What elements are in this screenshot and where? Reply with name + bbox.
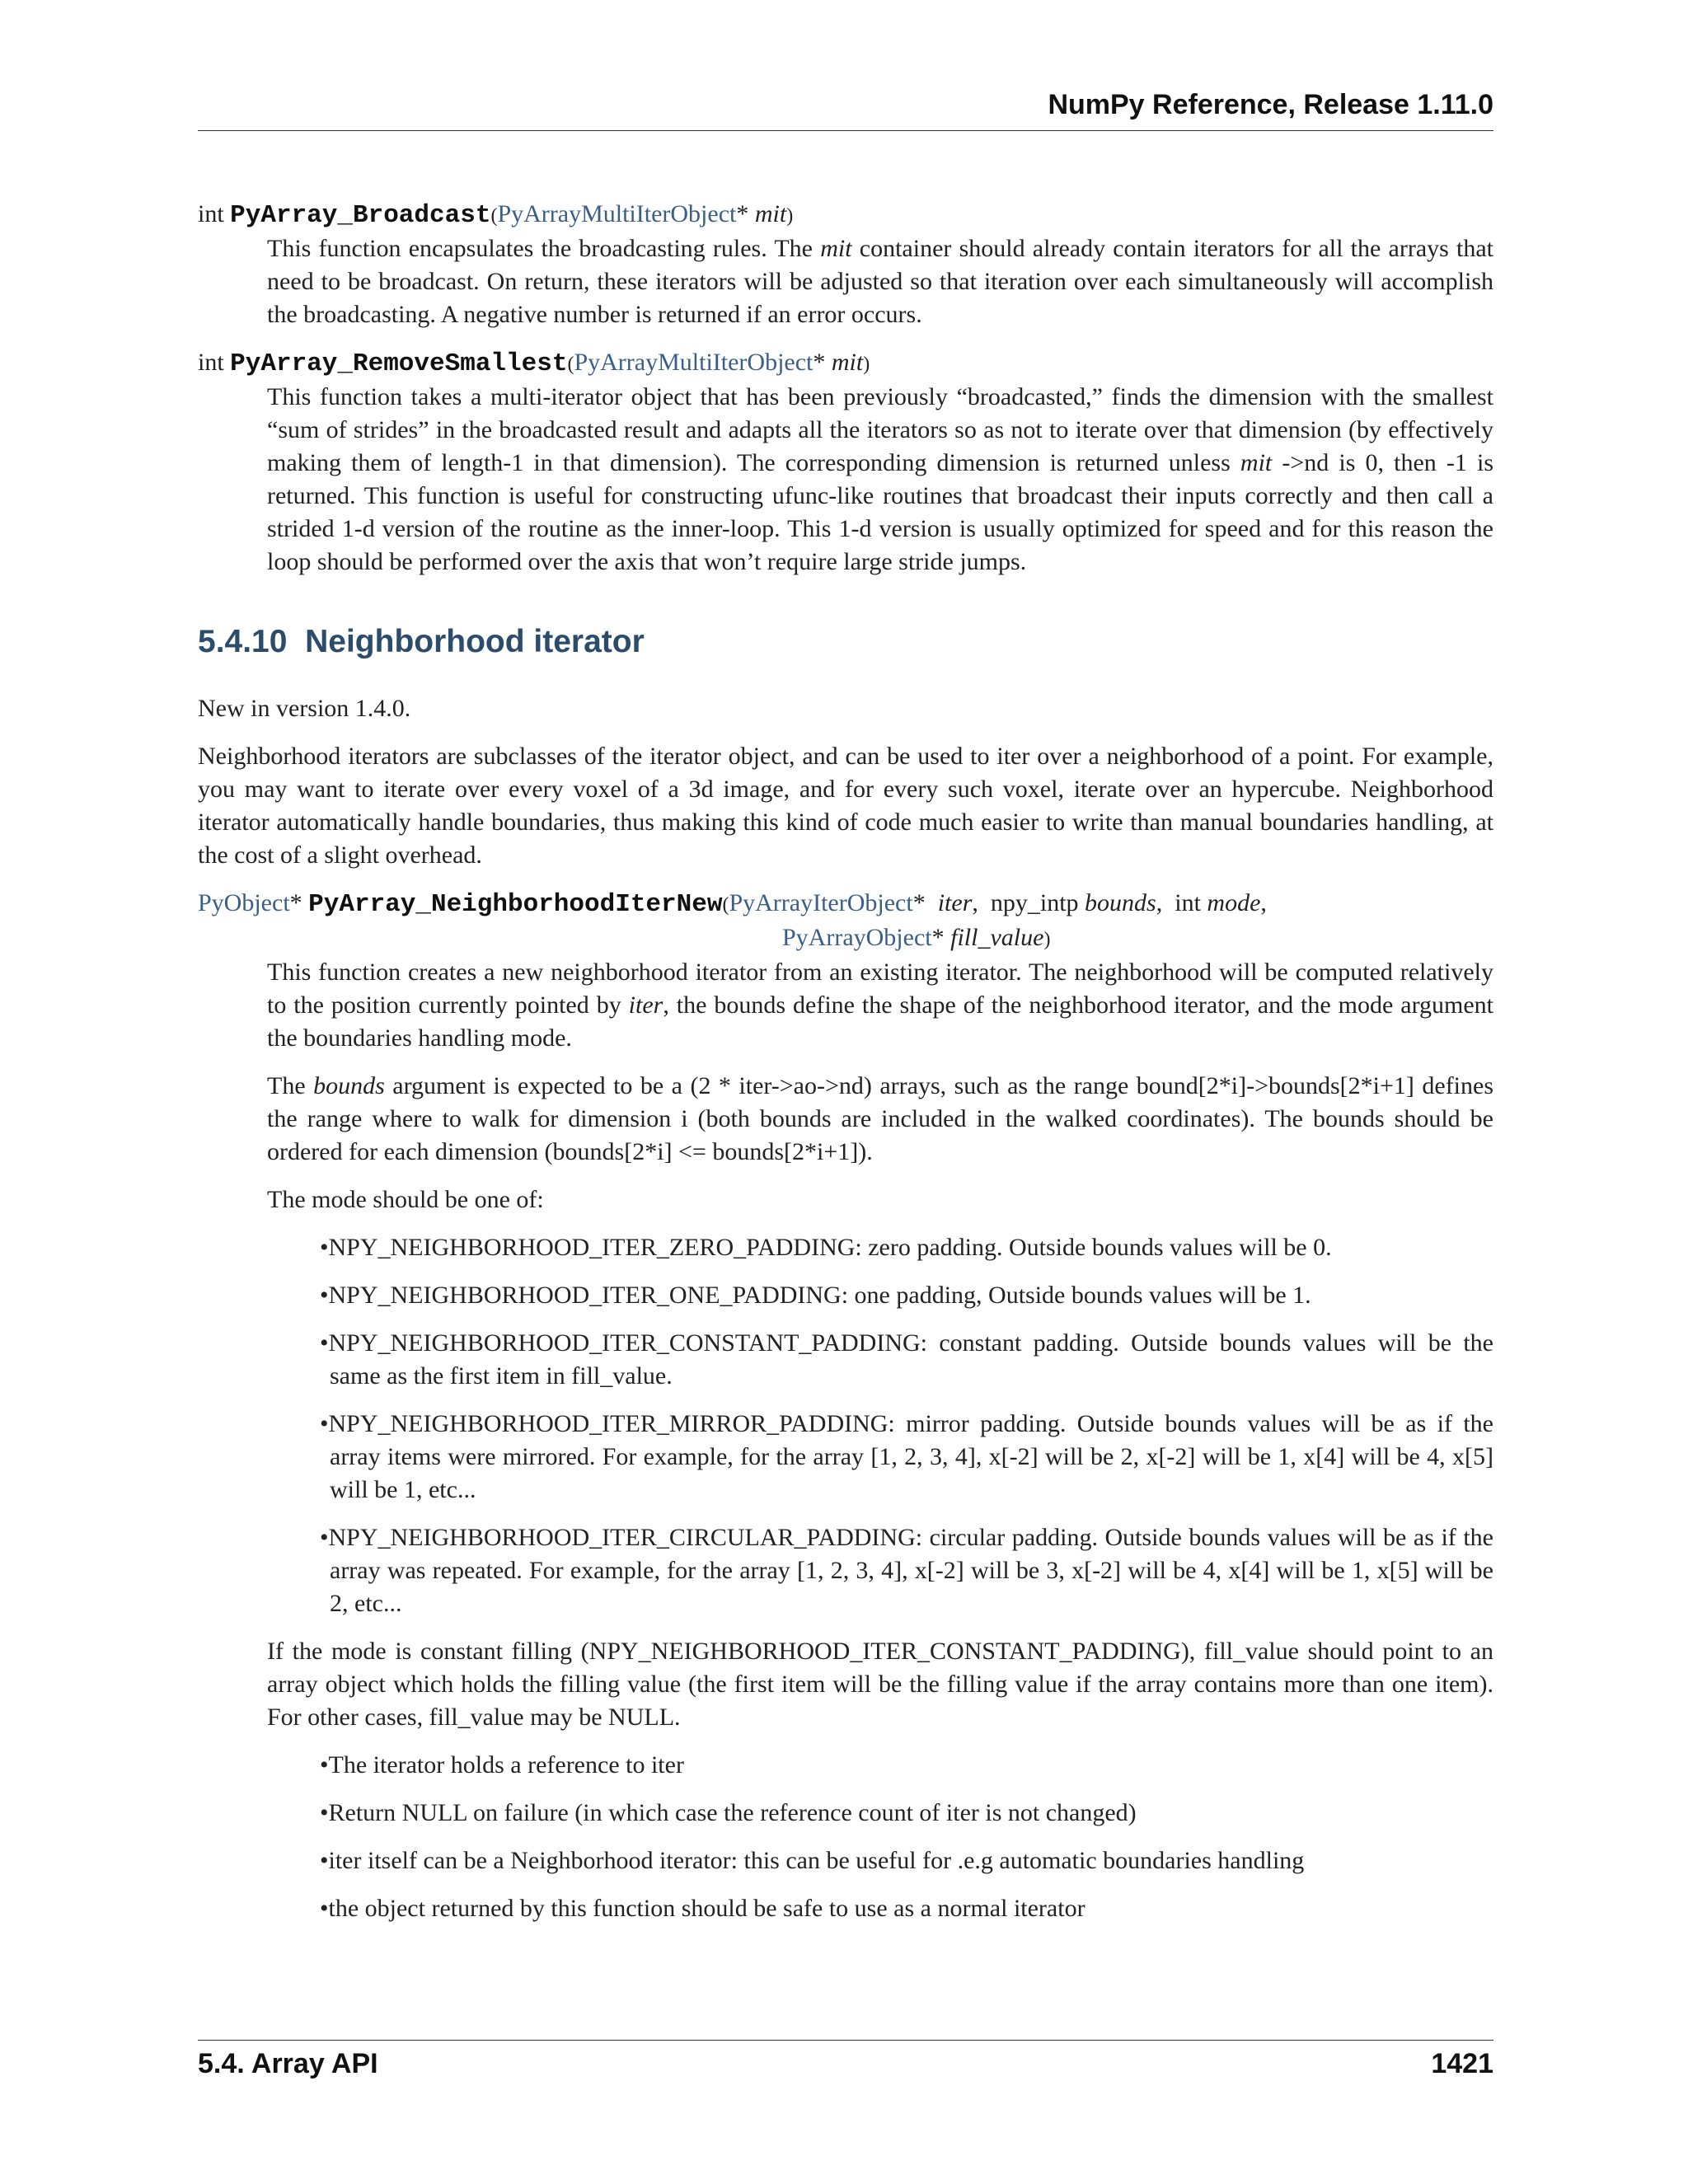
footer-section: 5.4. Array API [198, 2048, 378, 2079]
arg-type-link[interactable]: PyArrayIterObject [729, 889, 913, 916]
function-signature: PyObject* PyArray_NeighborhoodIterNew(PyArrayIterObject* iter, npy_intp bounds, int mode, PyArrayObject* fill_value) [198, 889, 1267, 951]
list-item: •Return NULL on failure (in which case the reference count of iter is not changed) [320, 1799, 1137, 1826]
function-description: This function creates a new neighborhood iterator from an existing iterator. The neighborhood will be computed relatively to the position currently pointed by iter, the bounds define the shape of the neighborhood iterator, and the mode argument the boundaries handling mode. The bounds argument is expected to be a (2 * iter->ao->nd) arrays, such as the range bound[2*i]->bounds[2*i+1] defines the range where to walk for dimension i (both bounds are included in the walked coordinates). The bounds should be ordered for each dimension (bounds[2*i] <= bounds[2*i+1]). The mode should be one of: •NPY_NEIGHBORHOOD_ITER_ZERO_PADDING: zero padding. Outside bounds values will be 0. •NPY_NEIGHBORHOOD_ITER_ONE_PADDING: one padding, Outside bounds values will be 1. •NPY_NEIGHBORHOOD_ITER_CONSTANT_PADDING: constant padding. Outside bounds values will be the same as the first item in fill_value. •NPY_NEIGHBORHOOD_ITER_MIRROR_PADDING: mirror padding. Outside bounds values will be as if the array items were mirrored. For example, for the array [1, 2, 3, 4], x[-2] will be 2, x[-2] will be 1, x[4] will be 4, x[5] will be 1, etc... •NPY_NEIGHBORHOOD_ITER_CIRCULAR_PADDING: circular padding. Outside bounds values will be as if the array was repeated. For example, for the array [1, 2, 3, 4], x[-2] will be 3, x[-2] will be 4, x[4] will be 1, x[5] will be 2, etc... If the mode is constant filling (NPY_NEIGHBORHOOD_ITER_CONSTANT_PADDING), fill_value should point to an array object which holds the filling value (the first item will be the filling value if the array contains more than one item). For other cases, fill_value may be NULL. •The iterator holds a reference to iter •Return NULL on failure (in which case the reference count of iter is not changed) •iter itself can be a Neighborhood iterator: this can be useful for .e.g automatic boundaries handling •the object returned by this function should be safe to use as a normal iterator [267, 956, 1493, 1925]
content [198, 198, 1493, 1940]
function-signature: int PyArray_Broadcast(PyArrayMultiIterObject* mit) [198, 200, 794, 230]
arg-name: bounds [1085, 889, 1156, 916]
section-intro: Neighborhood iterators are subclasses of the iterator object, and can be used to iter over a neighborhood of a point. For example, you may want to iterate over every voxel of a 3d image, and for every such voxel, iterate over an hypercube. Neighborhood iterator automatically handle boundaries, thus making this kind of code much easier to write than manual boundaries handling, at the cost of a slight overhead. [198, 743, 1493, 869]
function-description: This function takes a multi-iterator object that has been previously “broadcasted,” finds the dimension with the smallest “sum of strides” in the broadcasted result and adapts all the iterators so as not to iterate over that dimension (by effectively making them of length-1 in that dimension). The corresponding dimension is returned unless mit ->nd is 0, then -1 is returned. This function is useful for constructing ufunc-like routines that broadcast their inputs correctly and then call a strided 1-d version of the routine as the inner-loop. This 1-d version is usually optimized for speed and for this reason the loop should be performed over the axis that won’t require large stride jumps. [267, 383, 1494, 575]
page [198, 0, 1493, 2184]
function-signature: int PyArray_RemoveSmallest(PyArrayMultiIterObject* mit) [198, 349, 870, 378]
header-rule [198, 130, 1493, 131]
list-item: •NPY_NEIGHBORHOOD_ITER_MIRROR_PADDING: mirror padding. Outside bounds values will be as if the array items were mirrored. For example, for the array [1, 2, 3, 4], x[-2] will be 2, x[-2] will be 1, x[4] will be 4, x[5] will be 1, etc... [320, 1410, 1493, 1503]
list-item: •NPY_NEIGHBORHOOD_ITER_CONSTANT_PADDING: constant padding. Outside bounds values will be the same as the first item in fill_value. [320, 1329, 1493, 1390]
arg-name: mit [754, 200, 787, 227]
return-type: int [198, 349, 224, 376]
return-type: int [198, 200, 224, 227]
function-entry-neighborhood-iter-new [198, 887, 1493, 1925]
notes-list [267, 1749, 1493, 1925]
arg-type-link[interactable]: PyArrayMultiIterObject [497, 200, 737, 227]
function-name: PyArray_Broadcast [230, 201, 491, 230]
function-entry-broadcast [198, 198, 1493, 331]
list-item: •The iterator holds a reference to iter [320, 1751, 684, 1779]
list-item: •NPY_NEIGHBORHOOD_ITER_ONE_PADDING: one padding, Outside bounds values will be 1. [320, 1282, 1311, 1309]
function-description: This function encapsulates the broadcasting rules. The mit container should already contain iterators for all the arrays that need to be broadcast. On return, these iterators will be adjusted so that iteration over each simultaneously will accomplish the broadcasting. A negative number is returned if an error occurs. [267, 235, 1494, 328]
footer-rule [198, 2040, 1493, 2041]
list-item: •NPY_NEIGHBORHOOD_ITER_CIRCULAR_PADDING: circular padding. Outside bounds values will be as if the array was repeated. For example, for the array [1, 2, 3, 4], x[-2] will be 3, x[-2] will be 4, x[4] will be 1, x[5] will be 2, etc... [320, 1524, 1493, 1617]
function-entry-remove-smallest [198, 346, 1493, 579]
list-item: •iter itself can be a Neighborhood iterator: this can be useful for .e.g automatic boundaries handling [320, 1847, 1305, 1874]
function-name: PyArray_RemoveSmallest [230, 349, 568, 378]
arg-name: iter [937, 889, 973, 916]
page-number: 1421 [1431, 2048, 1493, 2079]
arg-name: mode [1207, 889, 1261, 916]
version-note: New in version 1.4.0. [198, 695, 411, 722]
return-type-link[interactable]: PyObject [198, 889, 290, 916]
arg-type-link[interactable]: PyArrayMultiIterObject [574, 349, 814, 376]
arg-name: mit [831, 349, 864, 376]
section-heading: 5.4.10 Neighborhood iterator [198, 624, 645, 659]
mode-list [267, 1231, 1493, 1620]
list-item: •the object returned by this function should be safe to use as a normal iterator [320, 1895, 1085, 1922]
function-name: PyArray_NeighborhoodIterNew [308, 890, 723, 919]
running-header: NumPy Reference, Release 1.11.0 [1048, 89, 1493, 120]
arg-name: fill_value [950, 924, 1044, 951]
list-item: •NPY_NEIGHBORHOOD_ITER_ZERO_PADDING: zero padding. Outside bounds values will be 0. [320, 1234, 1332, 1261]
arg-type-link[interactable]: PyArrayObject [782, 924, 932, 951]
